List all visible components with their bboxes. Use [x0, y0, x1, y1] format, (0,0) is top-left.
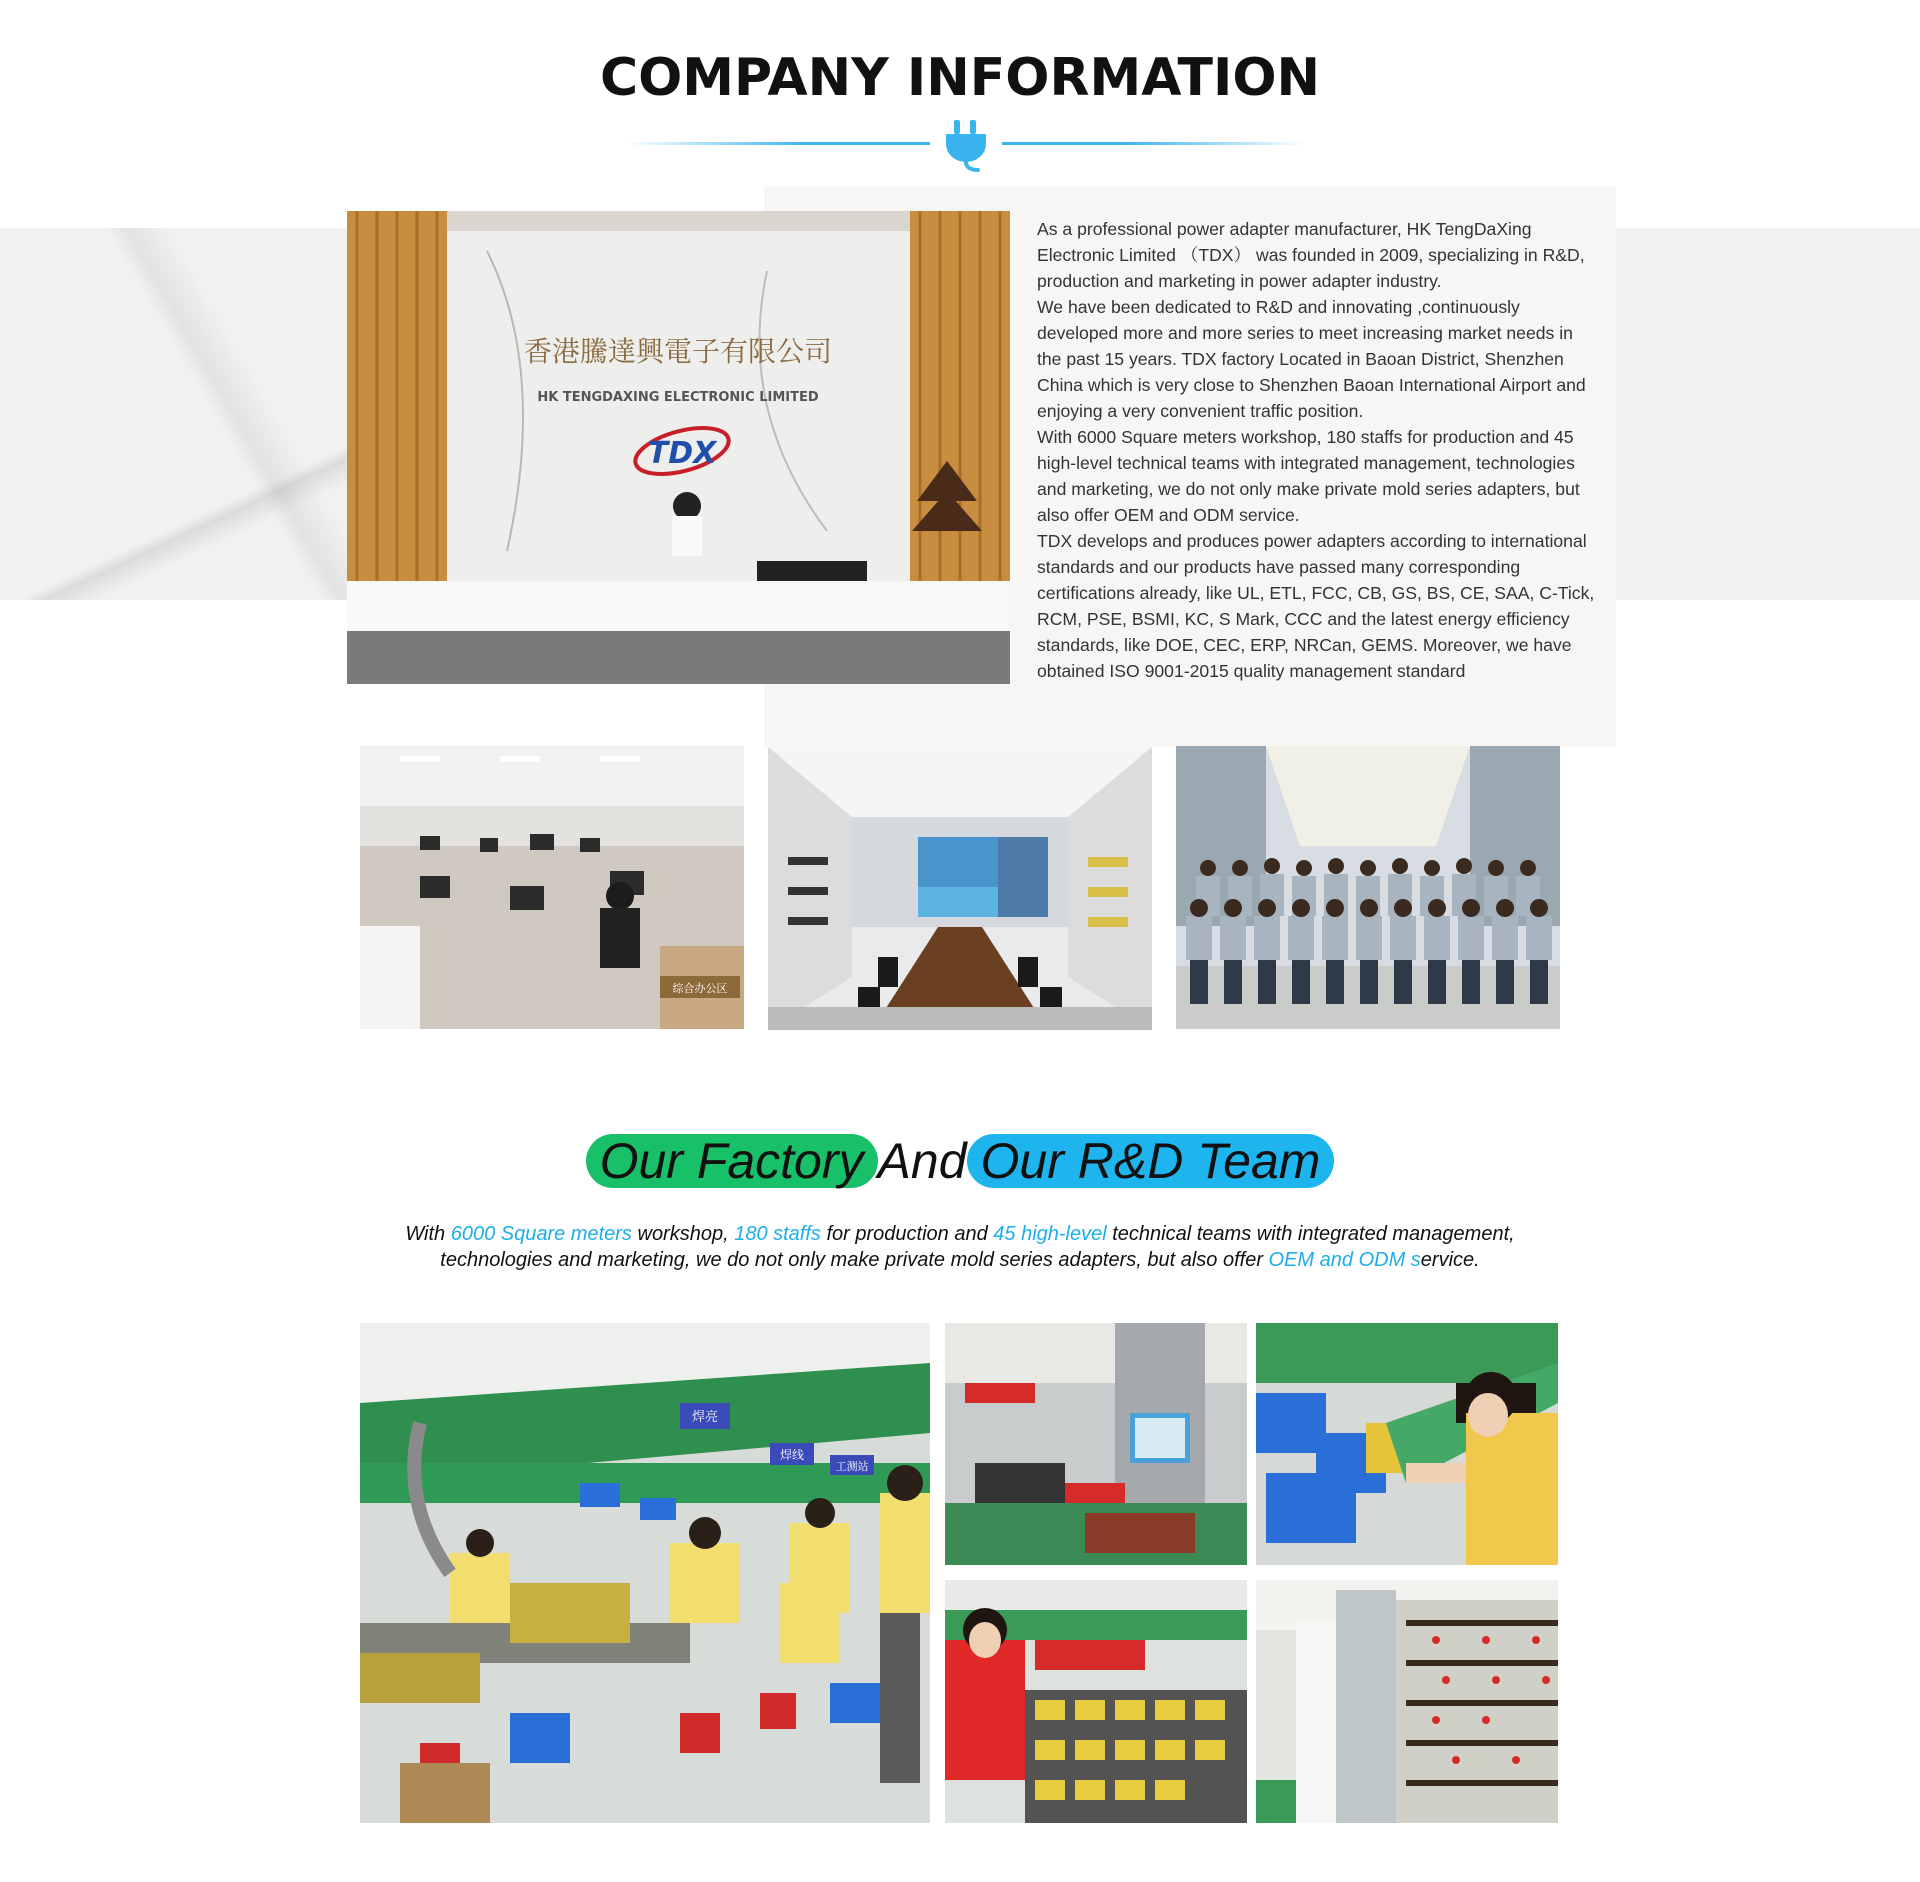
reception-photo	[347, 211, 1010, 684]
soldering-worker-photo	[945, 1580, 1247, 1823]
reception-sign-cn: 香港騰達興電子有限公司	[523, 335, 833, 368]
tdx-logo: TDX	[647, 436, 717, 471]
factory-description-line-1: With 6000 Square meters workshop, 180 staffs for production and 45 high-level technical teams with integrated management,	[405, 1223, 1515, 1245]
factory-heading	[0, 1132, 1920, 1190]
factory-description	[0, 1221, 1920, 1273]
factory-heading-our-factory: Our Factory	[586, 1134, 878, 1188]
office-area-sign: 综合办公区	[672, 982, 728, 995]
factory-description-line-2: technologies and marketing, we do not only make private mold series adapters, but also offer OEM and ODM service.	[440, 1249, 1480, 1271]
aging-test-rack-photo	[1256, 1580, 1558, 1823]
company-intro-text: As a professional power adapter manufacturer, HK TengDaXing Electronic Limited （TDX） was founded in 2009, specializing in R&D, production and marketing in power adapter industry. We have been dedicated to R&D and innovating ,continuously developed more and more series to meet increasing market needs in the past 15 years. TDX factory Located in Baoan District, Shenzhen China which is very close to Shenzhen Baoan International Airport and enjoying a very convenient traffic position. With 6000 Square meters workshop, 180 staffs for production and 45 high-level technical teams with integrated management, technologies and marketing, we do not only make private mold series adapters, but also offer OEM and ODM service. TDX develops and produces power adapters according to international standards and our products have passed many corresponding certifications already, like UL, ETL, FCC, CB, GS, BS, CE, SAA, C-Tick, RCM, PSE, BSMI, KC, S Mark, CCC and the latest energy efficiency standards, like DOE, CEC, ERP, NRCan, GEMS. Moreover, we have obtained ISO 9001-2015 quality management standard	[1037, 219, 1595, 681]
station-sign-2: 焊线	[779, 1448, 805, 1462]
factory-heading-and: And	[877, 1133, 967, 1189]
office-photo	[360, 746, 744, 1029]
title-divider-left	[626, 142, 930, 145]
station-sign-3: 工测站	[835, 1460, 869, 1473]
station-sign-1: 焊亮	[691, 1410, 719, 1425]
reception-sign-en: HK TENGDAXING ELECTRONIC LIMITED	[537, 390, 819, 405]
plug-icon	[940, 118, 992, 174]
assembly-worker-photo	[1256, 1323, 1558, 1565]
factory-heading-rd-team: Our R&D Team	[967, 1134, 1335, 1188]
title-divider-right	[1002, 142, 1306, 145]
page-title: COMPANY INFORMATION	[599, 48, 1321, 108]
team-photo	[1176, 746, 1560, 1029]
test-equipment-photo	[945, 1323, 1247, 1565]
factory-floor-photo	[360, 1323, 930, 1823]
meeting-room-photo	[768, 747, 1152, 1030]
